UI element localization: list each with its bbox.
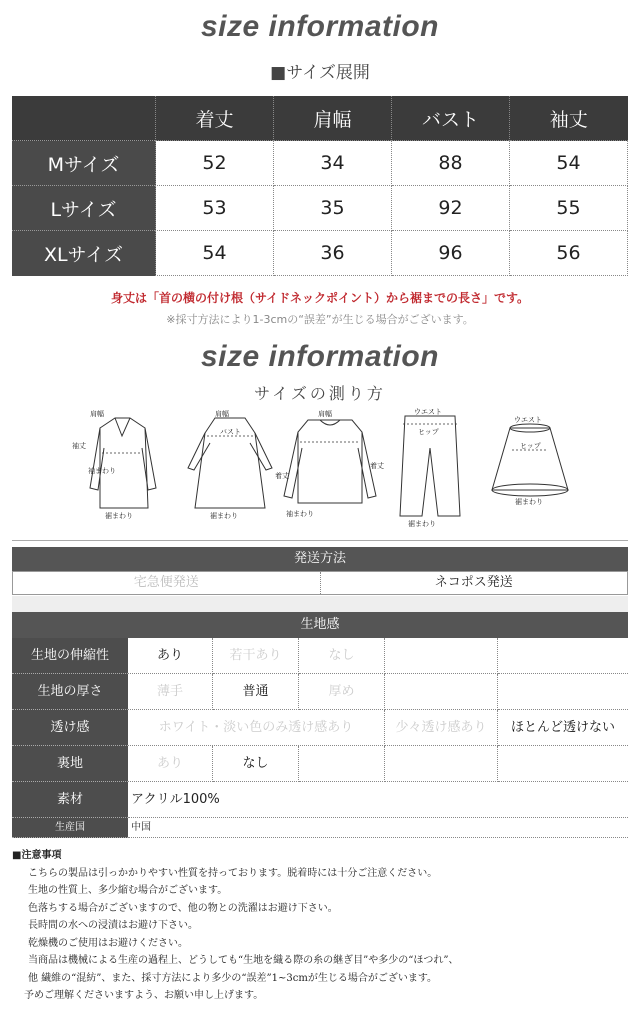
size-row-m (12, 141, 628, 186)
size-cell: 54 (510, 141, 628, 186)
fabric-origin-row (12, 818, 628, 838)
material-value: アクリル100% (128, 782, 628, 818)
caution-line: 長時間の水への浸漬はお避け下さい。 (28, 920, 198, 931)
fabric-empty-cell (385, 674, 498, 710)
fabric-title: 生地感 (12, 612, 628, 638)
size-cell: 36 (274, 231, 392, 276)
size-cell: 92 (392, 186, 510, 231)
fabric-option: 厚め (299, 674, 385, 710)
size-expansion-subtitle: ■サイズ展開 (270, 63, 370, 83)
pants-hem-label: 裾まわり (408, 520, 436, 528)
sweater-length-label: 着丈 (370, 462, 384, 470)
size-cell: 88 (392, 141, 510, 186)
fabric-option: あり (128, 638, 213, 674)
size-cell: 53 (156, 186, 274, 231)
size-row-label: Mサイズ (12, 141, 156, 186)
size-cell: 34 (274, 141, 392, 186)
caution-line: 色落ちする場合がございますので、他の物との洗濯はお避け下さい。 (28, 902, 338, 914)
shipping-option-nekopos: ネコポス発送 (434, 575, 513, 590)
fabric-row-label: 素材 (12, 782, 128, 818)
size-cell: 56 (510, 231, 628, 276)
fabric-empty-cell (299, 746, 385, 782)
fabric-stretch-row (12, 638, 628, 674)
fabric-option: 少々透け感あり (385, 710, 498, 746)
dress-hem-label: 裾まわり (210, 512, 238, 520)
measurement-error-note: ※採寸方法により1-3cmの“誤差”が生じる場合がございます。 (166, 313, 474, 326)
length-definition-note: 身丈は「首の横の付け根（サイドネックポイント）から裾までの長さ」です。 (110, 291, 530, 305)
fabric-material-row (12, 782, 628, 818)
sweater-shoulder-label: 肩幅 (318, 410, 332, 418)
skirt-waist-label: ウエスト (514, 416, 542, 424)
header-bust: バスト (392, 96, 510, 141)
caution-line: 生地の性質上、多少縮む場合がございます。 (28, 885, 228, 896)
fabric-empty-cell (385, 746, 498, 782)
header-sleeve: 袖丈 (510, 96, 628, 141)
shipping-title: 発送方法 (12, 547, 628, 571)
fabric-empty-cell (498, 746, 628, 782)
caution-line: 他 繊維の“混紡”、また、採寸方法により多少の“誤差”1~3cmが生じる場合がございます。 (28, 972, 438, 984)
header-shoulder: 肩幅 (274, 96, 392, 141)
origin-value: 中国 (128, 818, 628, 838)
fabric-option: あり (128, 746, 213, 782)
size-cell: 96 (392, 231, 510, 276)
fabric-empty-cell (385, 638, 498, 674)
fabric-thickness-row (12, 674, 628, 710)
fabric-spacer (12, 596, 628, 612)
caution-line: こちらの製品は引っかかりやすい性質を持っております。脱着時には十分ご注意ください。 (28, 867, 438, 879)
fabric-option: ほとんど透けない (498, 710, 628, 746)
fabric-empty-cell (498, 638, 628, 674)
coat-diagram (90, 418, 156, 508)
dress-bust-label: バスト (220, 428, 241, 436)
pants-waist-label: ウエスト (414, 408, 442, 416)
caution-line: 当商品は機械による生産の過程上、どうしても“生地を織る際の糸の継ぎ目”や多少の“ほつれ”、 (28, 955, 459, 966)
size-cell: 35 (274, 186, 392, 231)
fabric-row-label: 裏地 (12, 746, 128, 782)
fabric-row-label: 生地の伸縮性 (12, 638, 128, 674)
shipping-option-takkyubin: 宅急便発送 (13, 572, 321, 594)
caution-line: 乾燥機のご使用はお避けください。 (28, 937, 188, 949)
shipping-options (12, 571, 628, 595)
fabric-option: ホワイト・淡い色のみ透け感あり (128, 710, 385, 746)
dress-length-label: 着丈 (275, 472, 289, 480)
coat-sleeve-hem-label: 袖まわり (88, 467, 116, 475)
coat-sleeve-label: 袖丈 (72, 442, 86, 450)
fabric-row-label: 生産国 (12, 818, 128, 838)
coat-shoulder-label: 肩幅 (90, 410, 104, 418)
size-table-corner (12, 96, 156, 141)
caution-heading: ■注意事項 (12, 850, 62, 861)
size-row-xl (12, 231, 628, 276)
size-table (12, 96, 628, 276)
dress-shoulder-label: 肩幅 (215, 410, 229, 418)
fabric-sheer-row (12, 710, 628, 746)
caution-line: 予めご理解くださいますよう、お願い申し上げます。 (24, 990, 264, 1001)
skirt-hip-label: ヒップ (520, 442, 541, 450)
how-to-measure-subtitle: サイズの測り方 (254, 384, 386, 403)
coat-hem-label: 裾まわり (105, 512, 133, 520)
fabric-option: 普通 (213, 674, 299, 710)
header-length: 着丈 (156, 96, 274, 141)
size-row-label: XLサイズ (12, 231, 156, 276)
fabric-empty-cell (498, 674, 628, 710)
fabric-option: なし (213, 746, 299, 782)
sweater-sleeve-hem-label: 袖まわり (286, 510, 314, 518)
fabric-option: 薄手 (128, 674, 213, 710)
size-cell: 55 (510, 186, 628, 231)
fabric-row-label: 生地の厚さ (12, 674, 128, 710)
size-cell: 54 (156, 231, 274, 276)
fabric-lining-row (12, 746, 628, 782)
size-info-title: size information (200, 10, 440, 43)
sweater-diagram (284, 420, 376, 503)
size-row-label: Lサイズ (12, 186, 156, 231)
size-cell: 52 (156, 141, 274, 186)
size-row-l (12, 186, 628, 231)
pants-hip-label: ヒップ (418, 428, 439, 436)
skirt-hem-label: 裾まわり (515, 498, 543, 506)
size-info-title-2: size information (200, 340, 440, 373)
skirt-diagram (492, 424, 568, 496)
fabric-option: 若干あり (213, 638, 299, 674)
measurement-diagrams (70, 408, 590, 528)
fabric-row-label: 透け感 (12, 710, 128, 746)
shipping-divider (12, 540, 628, 541)
fabric-option: なし (299, 638, 385, 674)
caution-section (12, 847, 628, 1005)
